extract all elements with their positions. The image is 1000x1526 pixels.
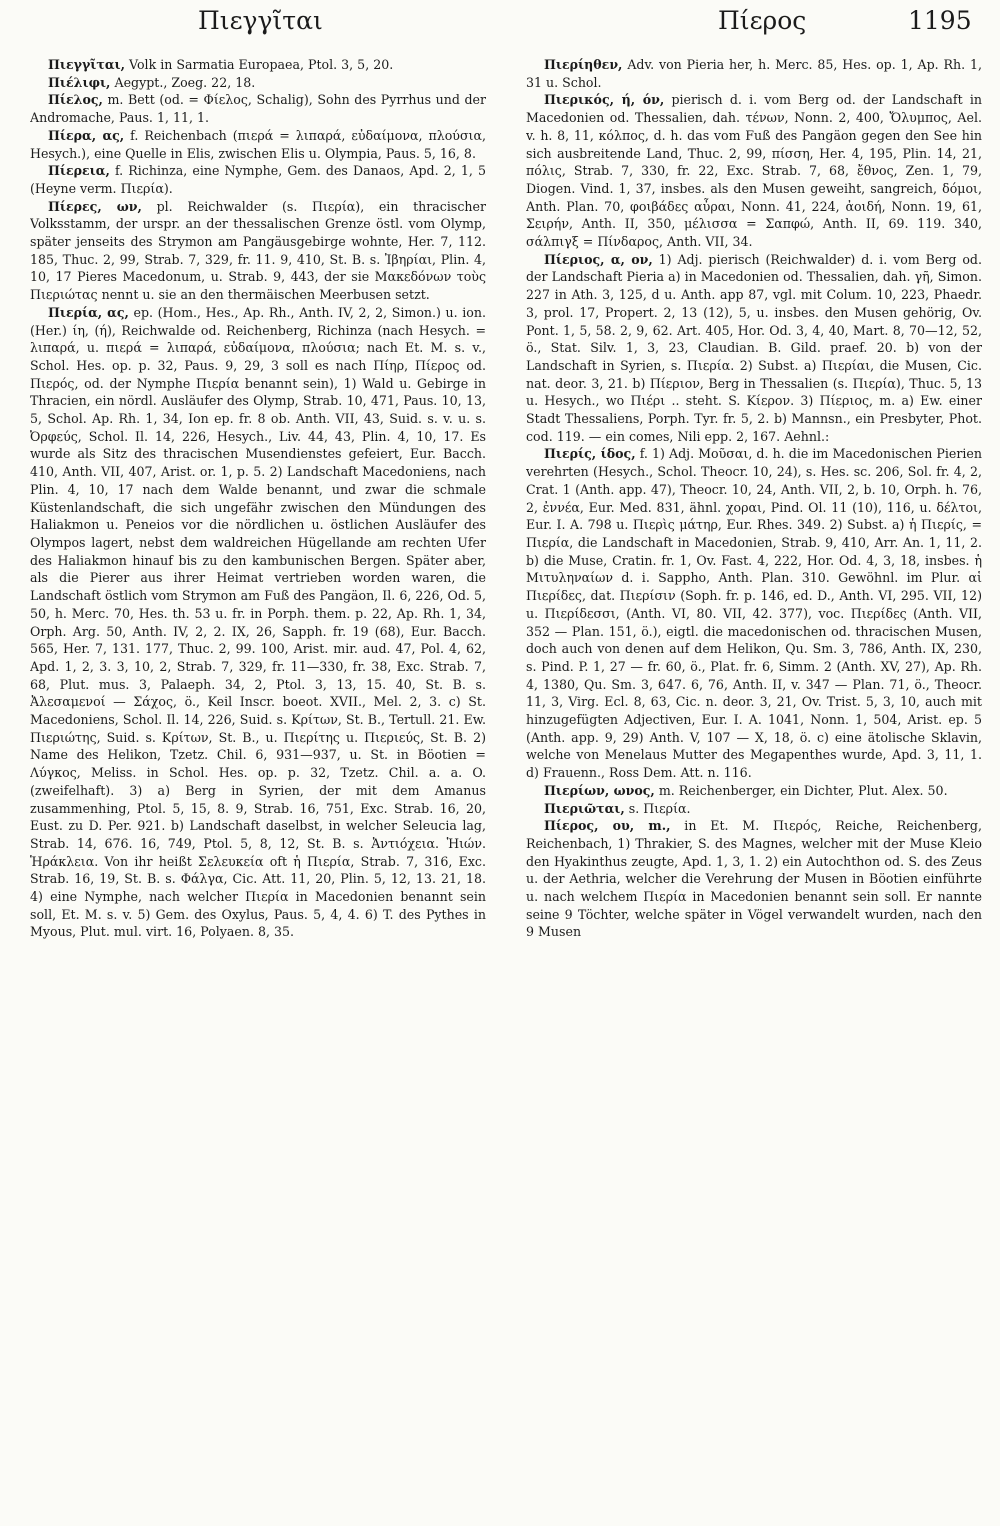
headword: Πιερικός, ή, όν,	[544, 92, 665, 108]
entry	[526, 91, 982, 250]
entry	[526, 56, 982, 91]
entry	[30, 304, 486, 941]
entry-text: f. Richinza, eine Nymphe, Gem. des Danaos, Apd. 2, 1, 5 (Heyne verm. Πιερία).	[30, 163, 486, 196]
entry-text: Adv. von Pieria her, h. Merc. 85, Hes. op. 1, Ap. Rh. 1, 31 u. Schol.	[526, 57, 982, 90]
headword: Πίερεια,	[48, 163, 110, 179]
headword: Πιεριῶται,	[544, 800, 625, 816]
entry	[30, 162, 486, 197]
entry-text: pl. Reichwalder (s. Πιερία), ein thracischer Volksstamm, der urspr. an der thessalischen Grenze östl. vom Olymp, später jenseits des Strymon am Pangäusgebirge wohnte, Her. 7, 112. 185, Thuc. 2, 99, Strab. 7, 329, fr. 11. 9, 410, St. B. s. Ἰβηρίαι, Plin. 4, 10, 17 Pieres Macedonum, u. Strab. 9, 443, der sie Μακεδόνων τοὺς Πιεριώτας nennt u. sie an den thermäischen Meerbusen setzt.	[30, 198, 486, 303]
entry-text: pierisch d. i. vom Berg od. der Landschaft in Macedonien od. Thessalien, dah. τένων, Nonn. 2, 400, Ὄλυμπος, Ael. v. h. 8, 11, κόλπος, d. h. das vom Fuß des Pangäon gegen den See hin sich ausbreitende Land, Thuc. 2, 99, πίσση, Her. 4, 195, Plin. 14, 21, πόλις, Strab. 7, 330, fr. 22, Exc. Strab. 7, 68, ἔθνος, Zen. 1, 79, Diogen. Vind. 1, 37, insbes. als den Musen geweiht, sangreich, δόμοι, Anth. Plan. 70, φοιβάδες αὖραι, Nonn. 41, 224, ἀοιδή, Nonn. 19, 61, Σειρήν, Anth. II, 350, μέλισσα = Σαπφώ, Anth. II, 69. 119. 340, σάλπιγξ = Πίνδαρος, Anth. VII, 34.	[526, 92, 982, 250]
entry-text: ep. (Hom., Hes., Ap. Rh., Anth. IV, 2, 2, Simon.) u. ion. (Her.) ίη, (ή), Reichwalde od. Reichenberg, Richinza (nach Hesych. = λιπαρά, u. πιερά = λιπαρά, εὐδαίμονα, πλούσια; nach Et. M. s. v., Schol. Hes. op. p. 32, Paus. 9, 29, 3 soll es nach Πίηρ, Πίερος od. Πιερός, od. der Nymphe Πιερία benannt sein), 1) Wald u. Gebirge in Thracien, ein nördl. Ausläufer des Olymp, Strab. 10, 471, Paus. 10, 13, 5, Schol. Ap. Rh. 1, 34, Ion ep. fr. 8 ob. Anth. VII, 43, Suid. s. v. u. s. Ὀρφεύς, Schol. Il. 14, 226, Hesych., Liv. 44, 43, Plin. 4, 10, 17. Es wurde als Sitz des thracischen Musendienstes gefeiert, Eur. Bacch. 410, Anth. VII, 407, Arist. or. 1, p. 5. 2) Landschaft Macedoniens, nach Plin. 4, 10, 17 nach dem Walde benannt, und zwar die schmale Küstenlandschaft, die sich ungefähr zwischen den Mündungen des Haliakmon u. Peneios vor die nördlichen u. östlichen Ausläufer des Olympos lagert, nebst dem waldreichen Hügellande am rechten Ufer des Haliakmon hinauf bis zu den kambunischen Bergen. Später aber, als die Pierer aus ihrer Heimat vertrieben worden waren, die Landschaft östlich vom Strymon am Fuß des Pangäon, Il. 6, 226, Od. 5, 50, h. Merc. 70, Hes. th. 53 u. fr. in Porph. them. p. 22, Ap. Rh. 1, 34, Orph. Arg. 50, Anth. IV, 2, 2. IX, 26, Sapph. fr. 19 (68), Eur. Bacch. 565, Her. 7, 131. 177, Thuc. 2, 99. 100, Arist. mir. aud. 47, Pol. 4, 62, Apd. 1, 2, 3. 3, 10, 2, Strab. 7, 329, fr. 11—330, fr. 38, Exc. Strab. 7, 68, Plut. mus. 3, Palaeph. 34, 2, Ptol. 3, 13, 15. 40, St. B. s. Ἀλεσαμενοί — Σάχος, ö., Keil Inscr. boeot. XVII., Mel. 2, 3. c) St. Macedoniens, Schol. Il. 14, 226, Suid. s. Κρίτων, St. B., Tertull. 21. Ew. Πιεριώτης, Suid. s. Κρίτων, St. B., u. Πιερίτης u. Πιεριεύς, St. B. 2) Name des Helikon, Tzetz. Chil. 6, 931—937, u. St. in Böotien = Λύγκος, Meliss. in Schol. Hes. op. p. 32, Tzetz. Chil. a. a. O. (zweifelhaft). 3) a) Berg in Syrien, der mit dem Amanus zusammenhing, Ptol. 5, 15, 8. 9, Strab. 16, 751, Exc. Strab. 16, 20, Eust. zu D. Per. 921. b) Landschaft daselbst, in welcher Seleucia lag, Strab. 14, 676. 16, 749, Ptol. 5, 8, 12, St. B. s. Ἀντιόχεια. Ἡιών. Ἡράκλεια. Von ihr heißt Σελευκεία oft ἡ Πιερία, Strab. 7, 316, Exc. Strab. 16, 19, St. B. s. Φάλγα, Cic. Att. 11, 20, Plin. 5, 12, 13. 21, 18. 4) eine Nymphe, nach welcher Πιερία in Macedonien benannt sein soll, Et. M. s. v. 5) Gem. des Oxylus, Paus. 5, 4, 4. 6) T. des Pythes in Myous, Plut. mul. virt. 16, Polyaen. 8, 35.	[30, 304, 486, 940]
headword: Πίερα, ας,	[48, 127, 125, 143]
entry	[30, 56, 486, 74]
entry	[526, 782, 982, 800]
entry	[526, 817, 982, 941]
right-running-head: Πίερος	[718, 6, 807, 35]
entry	[30, 74, 486, 92]
entry	[526, 800, 982, 818]
entry	[526, 251, 982, 446]
left-column	[30, 56, 486, 1518]
entry-text: Aegypt., Zoeg. 22, 18.	[114, 74, 256, 90]
headword: Πιερίων, ωνος,	[544, 782, 655, 798]
headword: Πίεριος, α, ον,	[544, 251, 653, 267]
page-number: 1195	[908, 6, 972, 35]
entry	[30, 91, 486, 126]
entry-text: 1) Adj. pierisch (Reichwalder) d. i. vom Berg od. der Landschaft Pieria a) in Macedonien od. Thessalien, dah. γῆ, Simon. 227 in Ath. 3, 125, d u. Anth. app 87, vgl. mit Colum. 10, 223, Phaedr. 3, prol. 17, Propert. 2, 13 (12), 5, u. insbes. den Musen gehörig, Ov. Pont. 1, 5, 58. 2, 9, 62. Art. 405, Hor. Od. 3, 4, 40, Mart. 8, 70—12, 52, ö., Stat. Silv. 1, 3, 23, Claudian. B. Gild. praef. 20. b) von der Landschaft in Syrien, s. Πιερία. 2) Subst. a) Πιερίαι, die Musen, Cic. nat. deor. 3, 21. b) Πίεριον, Berg in Thessalien (s. Πιερία), Thuc. 5, 13 u. Hesych., wo Πιέρι .. steht. S. Κίερον. 3) Πίεριος, m. a) Ew. einer Stadt Thessaliens, Porph. Tyr. fr. 5, 2. b) Mannsn., ein Presbyter, Phot. cod. 119. — ein comes, Nili epp. 2, 167. Aehnl.:	[526, 251, 982, 444]
entry-text: m. Bett (od. = Φίελος, Schalig), Sohn des Pyrrhus und der Andromache, Paus. 1, 11, 1.	[30, 92, 486, 126]
headword: Πιεγγῖται,	[48, 57, 126, 72]
headword: Πιέλιφι,	[48, 74, 111, 90]
entry-text: s. Πιερία.	[628, 800, 691, 816]
entry-text: f. Reichenbach (πιερά = λιπαρά, εὐδαίμονα, πλούσια, Hesych.), eine Quelle in Elis, zwischen Elis u. Olympia, Paus. 5, 16, 8.	[30, 127, 486, 161]
entry	[30, 127, 486, 162]
headword: Πιερίηθεν,	[544, 57, 623, 72]
entry	[526, 445, 982, 781]
page-header	[0, 0, 1000, 48]
headword: Πίελος,	[48, 92, 103, 108]
entry-text: m. Reichenberger, ein Dichter, Plut. Alex. 50.	[658, 782, 948, 798]
headword: Πιερία, ας,	[48, 304, 129, 320]
entry-text: in Et. M. Πιερός, Reiche, Reichenberg, Reichenbach, 1) Thrakier, S. des Magnes, welcher mit der Muse Kleio den Hyakinthus zeugte, Apd. 1, 3, 1. 2) ein Autochthon od. S. des Zeus u. der Aethria, welcher die Verehrung der Musen in Böotien einführte u. nach welchem Πιερία in Macedonien benannt sein soll. Er nannte seine 9 Töchter, welche später in Vögel verwandelt wurden, nach den 9 Musen	[526, 818, 982, 940]
headword: Πίερες, ων,	[48, 198, 142, 214]
right-column	[526, 56, 982, 1518]
left-running-head: Πιεγγῖται	[198, 6, 323, 35]
headword: Πίερος, ου, m.,	[544, 818, 671, 834]
entry	[30, 198, 486, 304]
headword: Πιερίς, ίδος,	[544, 446, 636, 462]
entry-text: Volk in Sarmatia Europaea, Ptol. 3, 5, 20.	[129, 57, 394, 72]
entry-text: f. 1) Adj. Μοῦσαι, d. h. die im Macedonischen Pierien verehrten (Hesych., Schol. Theocr. 10, 24), s. Hes. sc. 206, Sol. fr. 4, 2, Crat. 1 (Anth. app. 47), Theocr. 10, 24, Anth. VII, 2, b. 10, Orph. h. 76, 2, ἐννέα, Eur. Med. 831, ähnl. χοραι, Pind. Ol. 11 (10), 116, u. δέλτοι, Eur. I. A. 798 u. Πιερὶς μάτηρ, Eur. Rhes. 349. 2) Subst. a) ἡ Πιερίς, = Πιερία, die Landschaft in Macedonien, Strab. 9, 410, Arr. An. 1, 11, 2. b) die Muse, Cratin. fr. 1, Ov. Fast. 4, 222, Hor. Od. 4, 3, 18, insbes. ἡ Μιτυληναίων d. i. Sappho, Anth. Plan. 310. Gewöhnl. im Plur. αἱ Πιερίδες, dat. Πιερίσιν (Soph. fr. p. 146, ed. D., Anth. VI, 295. VII, 12) u. Πιερίδεσσι, (Anth. VI, 80. VII, 42. 377), voc. Πιερίδες (Anth. VII, 352 — Plan. 151, ö.), eigtl. die macedonischen od. thracischen Musen, doch auch von denen auf dem Helikon, Qu. Sm. 3, 786, Anth. IX, 230, s. Pind. P. 1, 27 — fr. 60, ö., Plat. fr. 6, Simm. 2 (Anth. XV, 27), Ap. Rh. 4, 1380, Qu. Sm. 3, 647. 6, 76, Anth. II, v. 347 — Plan. 71, ö., Theocr. 11, 3, Virg. Ecl. 8, 63, Cic. n. deor. 3, 21, Ov. Trist. 5, 3, 10, auch mit hinzugefügten Adjectiven, Eur. I. A. 1041, Nonn. 1, 504, Arist. ep. 5 (Anth. app. 9, 29) Anth. V, 107 — X, 18, ö. c) eine ätolische Sklavin, welche von Menelaus Mutter des Megapenthes wurde, Apd. 3, 11, 1. d) Frauenn., Ross Dem. Att. n. 116.	[526, 446, 982, 781]
